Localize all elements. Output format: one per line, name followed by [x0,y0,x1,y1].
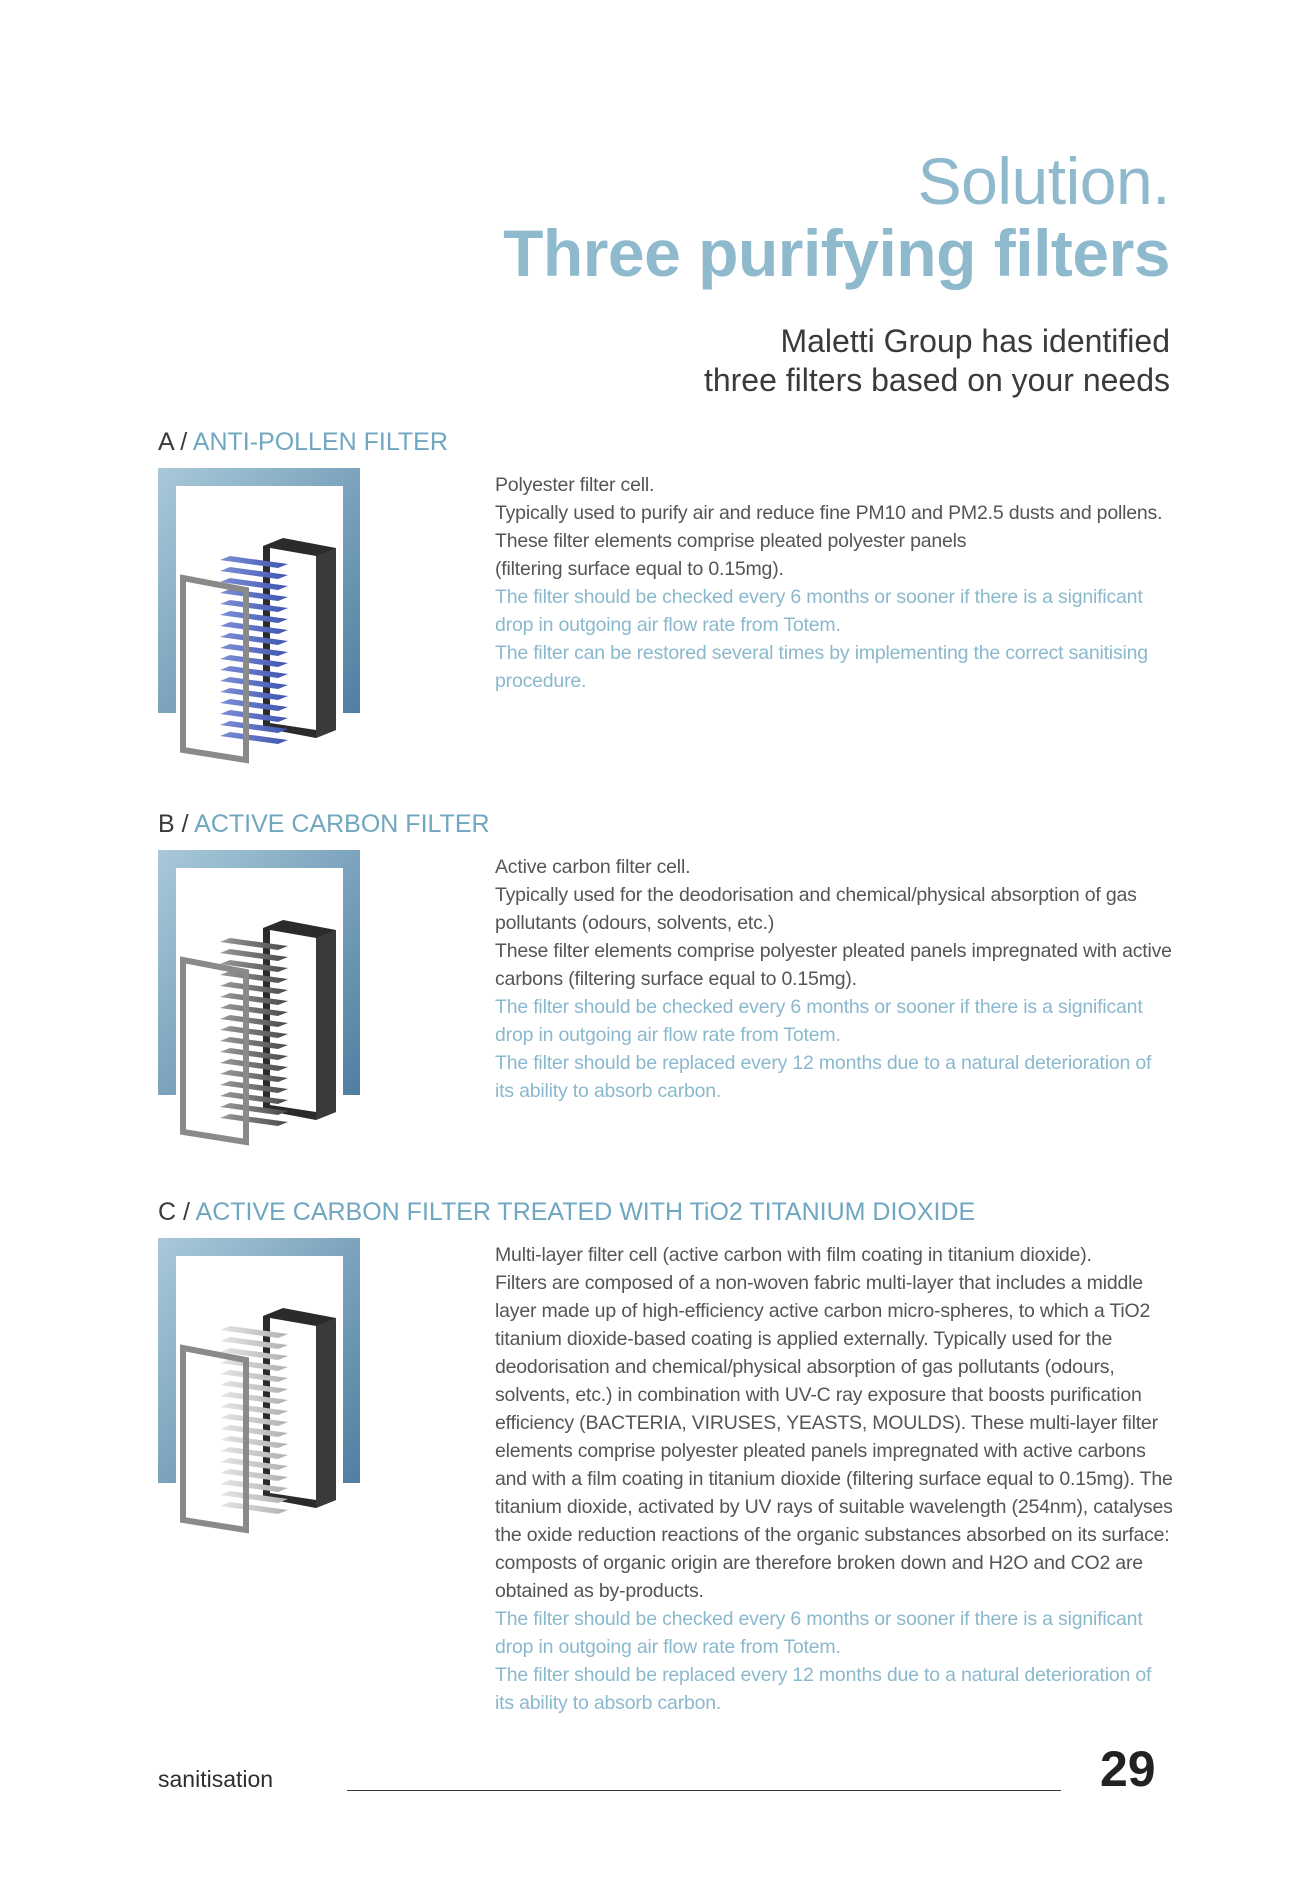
intro-line1: Maletti Group has identified [780,323,1170,359]
maintenance-note: The filter should be replaced every 12 months due to a natural deterioration of its ability to absorb carbon. [495,1052,1152,1102]
section-heading [158,428,448,457]
desc-line: Polyester filter cell. [495,474,655,496]
footer-divider [347,1790,1061,1791]
desc-line: Filters are composed of a non-woven fabric multi-layer that includes a middle layer made up of high-efficiency active carbon micro-spheres, to which a TiO2 titanium dioxide-based coating is applied externally. Typically used for the deodorisation and chemical/physical absorption of gas pollutants (odours, solvents, etc.) in combination with UV-C ray exposure that boosts purification efficiency (BACTERIA, VIRUSES, YEASTS, MOULDS). These multi-layer filter elements comprise polyester pleated panels impregnated with active carbons and with a film coating in titanium dioxide (filtering surface equal to 0.15mg). The titanium dioxide, activated by UV rays of suitable wavelength (254nm), catalyses the oxide reduction reactions of the organic substances absorbed on its surface: composts of organic origin are therefore broken down and H2O and CO2 are obtained as by-products. [495,1272,1173,1602]
page-title-line1: Solution. [917,144,1170,218]
section-description [495,471,1175,695]
pleated-filter-tio2-icon [158,1238,368,1538]
section-title: ACTIVE CARBON FILTER [194,810,490,838]
section-letter: A / [158,428,188,456]
maintenance-note: The filter should be replaced every 12 months due to a natural deterioration of its ability to absorb carbon. [495,1664,1152,1714]
pleated-filter-carbon-icon [158,850,368,1150]
page-title-line2: Three purifying filters [503,216,1170,290]
desc-line: (filtering surface equal to 0.15mg). [495,558,784,580]
desc-line: Typically used for the deodorisation and chemical/physical absorption of gas pollutants (odours, solvents, etc.) [495,884,1137,934]
section-heading [158,810,490,839]
section-letter: B / [158,810,189,838]
section-description [495,853,1175,1105]
desc-line: These filter elements comprise polyester pleated panels impregnated with active carbons (filtering surface equal to 0.15mg). [495,940,1172,990]
pleated-filter-blue-icon [158,468,368,768]
section-letter: C / [158,1198,190,1226]
section-active-carbon [0,810,1315,1170]
section-title: ANTI-POLLEN FILTER [192,428,448,456]
intro-text [704,322,1170,400]
section-title: ACTIVE CARBON FILTER TREATED WITH TiO2 TITANIUM DIOXIDE [195,1198,976,1226]
desc-line: These filter elements comprise pleated polyester panels [495,530,967,552]
intro-line2: three filters based on your needs [703,362,1170,398]
maintenance-note: The filter should be checked every 6 months or sooner if there is a significant drop in outgoing air flow rate from Totem. [495,586,1143,636]
section-description [495,1241,1175,1717]
footer-label: sanitisation [158,1766,274,1792]
page-number: 29 [1100,1741,1156,1797]
desc-line: Active carbon filter cell. [495,856,691,878]
title-block [503,145,1170,289]
section-anti-pollen [0,428,1315,788]
section-heading [158,1198,975,1227]
maintenance-note: The filter should be checked every 6 months or sooner if there is a significant drop in outgoing air flow rate from Totem. [495,1608,1143,1658]
maintenance-note: The filter should be checked every 6 months or sooner if there is a significant drop in outgoing air flow rate from Totem. [495,996,1143,1046]
desc-line: Typically used to purify air and reduce fine PM10 and PM2.5 dusts and pollens. [495,502,1163,524]
section-tio2-carbon [0,1198,1315,1714]
maintenance-note: The filter can be restored several times by implementing the correct sanitising procedure. [495,642,1148,692]
desc-line: Multi-layer filter cell (active carbon with film coating in titanium dioxide). [495,1244,1092,1266]
